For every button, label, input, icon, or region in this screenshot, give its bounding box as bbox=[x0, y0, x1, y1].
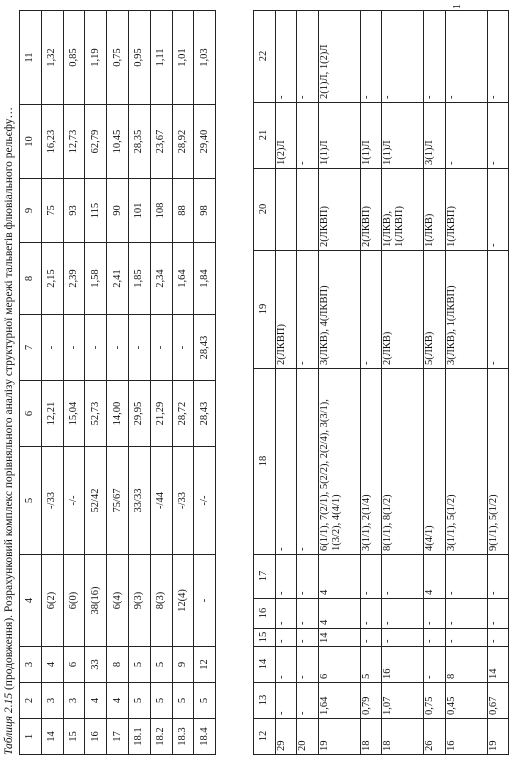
table-cell: 2(ЛКВ) bbox=[382, 251, 424, 369]
table-cell: - bbox=[382, 629, 424, 647]
table-cell: 4 bbox=[41, 647, 63, 683]
table-cell: 10,45 bbox=[107, 105, 129, 179]
table-cell: 12 bbox=[194, 647, 216, 683]
table-row bbox=[107, 11, 129, 755]
table-cell: 0,79 bbox=[360, 683, 382, 719]
table-cell: 8(3) bbox=[150, 555, 172, 647]
header-cell: 12 bbox=[254, 719, 276, 755]
table-cell: - bbox=[424, 599, 446, 629]
table-cell: 90 bbox=[107, 179, 129, 243]
table-cell: -/- bbox=[194, 447, 216, 555]
table-cell: 16 bbox=[445, 719, 487, 755]
table-cell: - bbox=[63, 315, 85, 381]
table-cell: - bbox=[487, 629, 509, 647]
table-cell: 9 bbox=[172, 647, 194, 683]
table-cell: 12(4) bbox=[172, 555, 194, 647]
table-cell: 8 bbox=[445, 647, 487, 683]
header-cell: 19 bbox=[254, 251, 276, 369]
table-cell: - bbox=[360, 599, 382, 629]
table-cell: 5 bbox=[150, 647, 172, 683]
table-cell: - bbox=[172, 315, 194, 381]
table-lower-body bbox=[254, 11, 509, 755]
table-cell: 20 bbox=[297, 719, 319, 755]
table-cell: - bbox=[150, 315, 172, 381]
table-cell: 19 bbox=[487, 719, 509, 755]
table-cell: 1(ЛКВ), 1(ЛКВП) bbox=[382, 169, 424, 251]
table-cell: 15 bbox=[63, 719, 85, 755]
table-cell: 26 bbox=[424, 719, 446, 755]
table-cell: 0,45 bbox=[445, 683, 487, 719]
table-cell: - bbox=[424, 11, 446, 103]
table-cell: 19 bbox=[318, 719, 360, 755]
table-row bbox=[487, 11, 509, 755]
table-cell: - bbox=[297, 369, 319, 555]
table-cell: 12,73 bbox=[63, 105, 85, 179]
table-cell: 4 bbox=[107, 683, 129, 719]
table-row bbox=[63, 11, 85, 755]
header-cell: 5 bbox=[20, 447, 42, 555]
table-row bbox=[360, 11, 382, 755]
table-cell: - bbox=[297, 251, 319, 369]
table-cell: 1,11 bbox=[150, 11, 172, 105]
table-cell: 14 bbox=[318, 629, 360, 647]
table-cell: 28,35 bbox=[128, 105, 150, 179]
table-cell: - bbox=[41, 315, 63, 381]
table-row bbox=[194, 11, 216, 755]
table-cell: -/33 bbox=[41, 447, 63, 555]
table-cell: 18 bbox=[360, 719, 382, 755]
table-cell: 9(3) bbox=[128, 555, 150, 647]
table-cell: 17 bbox=[107, 719, 129, 755]
header-cell: 2 bbox=[20, 683, 42, 719]
table-cell: 93 bbox=[63, 179, 85, 243]
header-cell: 21 bbox=[254, 103, 276, 169]
header-cell: 8 bbox=[20, 243, 42, 315]
table-cell: 3 bbox=[41, 683, 63, 719]
table-cell: 5 bbox=[194, 683, 216, 719]
table-cell: 1,84 bbox=[194, 243, 216, 315]
table-cell: 4 bbox=[424, 555, 446, 599]
table-cell: - bbox=[297, 647, 319, 683]
table-cell: 62,79 bbox=[85, 105, 107, 179]
table-cell: - bbox=[297, 555, 319, 599]
table-cell: 33/33 bbox=[128, 447, 150, 555]
table-cell: 88 bbox=[172, 179, 194, 243]
table-cell: - bbox=[275, 629, 297, 647]
table-cell: - bbox=[445, 555, 487, 599]
header-cell: 13 bbox=[254, 683, 276, 719]
table-cell: 1,01 bbox=[172, 11, 194, 105]
table-cell bbox=[297, 169, 319, 251]
table-cell: - bbox=[275, 11, 297, 103]
table-cell: 16 bbox=[85, 719, 107, 755]
table-cell: 1,32 bbox=[41, 11, 63, 105]
table-cell: 3(ЛКВ), 1(ЛКВП) bbox=[445, 251, 487, 369]
caption-label: Таблиця 2.15 bbox=[3, 692, 15, 755]
table-cell: - bbox=[275, 599, 297, 629]
table-cell: 5 bbox=[150, 683, 172, 719]
table-row bbox=[297, 11, 319, 755]
table-cell: - bbox=[487, 251, 509, 369]
table-cell: 2,15 bbox=[41, 243, 63, 315]
table-cell: 3(1/1), 2(1/4) bbox=[360, 369, 382, 555]
header-cell: 1 bbox=[20, 719, 42, 755]
table-cell: 18.2 bbox=[150, 719, 172, 755]
table-cell: 1,03 bbox=[194, 11, 216, 105]
header-cell: 22 bbox=[254, 11, 276, 103]
table-cell: 18 bbox=[382, 719, 424, 755]
header-cell: 10 bbox=[20, 105, 42, 179]
table-cell: - bbox=[360, 629, 382, 647]
table-row bbox=[382, 11, 424, 755]
table-cell: 14 bbox=[41, 719, 63, 755]
table-cell: 5 bbox=[128, 683, 150, 719]
table-cell: 3(1)Л bbox=[424, 103, 446, 169]
table-cell: 21,29 bbox=[150, 381, 172, 447]
table-cell: 0,85 bbox=[63, 11, 85, 105]
table-row bbox=[275, 11, 297, 755]
table-cell: 75 bbox=[41, 179, 63, 243]
table-cell: - bbox=[297, 11, 319, 103]
table-cell bbox=[275, 169, 297, 251]
table-row bbox=[318, 11, 360, 755]
table-cell: 108 bbox=[150, 179, 172, 243]
table-cell: 5 bbox=[360, 647, 382, 683]
table-cell: 1,85 bbox=[128, 243, 150, 315]
table-cell: 23,67 bbox=[150, 105, 172, 179]
header-cell: 17 bbox=[254, 555, 276, 599]
table-row bbox=[128, 11, 150, 755]
table-cell: 0,67 bbox=[487, 683, 509, 719]
table-cell: 0,95 bbox=[128, 11, 150, 105]
table-cell: 1,64 bbox=[172, 243, 194, 315]
table-cell: 2,34 bbox=[150, 243, 172, 315]
table-cell: - bbox=[487, 103, 509, 169]
table-cell: -/33 bbox=[172, 447, 194, 555]
table-row bbox=[85, 11, 107, 755]
header-row bbox=[20, 11, 42, 755]
header-cell: 18 bbox=[254, 369, 276, 555]
table-cell: 8 bbox=[107, 647, 129, 683]
table-cell: - bbox=[445, 629, 487, 647]
table-cell: - bbox=[85, 315, 107, 381]
table-cell: - bbox=[487, 11, 509, 103]
header-cell: 11 bbox=[20, 11, 42, 105]
table-cell: 1(2)Л bbox=[275, 103, 297, 169]
table-row bbox=[445, 11, 487, 755]
header-cell: 20 bbox=[254, 169, 276, 251]
table-cell: 52/42 bbox=[85, 447, 107, 555]
table-cell: 2(1)Л, 1(2)Л bbox=[318, 11, 360, 103]
table-cell: 98 bbox=[194, 179, 216, 243]
table-cell: 3(1/1), 5(1/2) bbox=[445, 369, 487, 555]
table-row bbox=[150, 11, 172, 755]
table-cell: - bbox=[194, 555, 216, 647]
table-upper-body bbox=[20, 11, 216, 755]
table-cell: 5 bbox=[128, 647, 150, 683]
table-cell: 115 bbox=[85, 179, 107, 243]
table-cell: 101 bbox=[128, 179, 150, 243]
table-cell: 1,58 bbox=[85, 243, 107, 315]
table-row bbox=[172, 11, 194, 755]
table-cell: - bbox=[360, 251, 382, 369]
table-cell: 18.3 bbox=[172, 719, 194, 755]
table-cell: - bbox=[424, 629, 446, 647]
table-cell: - bbox=[297, 629, 319, 647]
table-cell: 28,92 bbox=[172, 105, 194, 179]
table-cell: - bbox=[487, 169, 509, 251]
table-cell: 52,73 bbox=[85, 381, 107, 447]
table-cell: 1(ЛКВП) bbox=[445, 169, 487, 251]
header-cell: 14 bbox=[254, 647, 276, 683]
header-cell: 9 bbox=[20, 179, 42, 243]
table-cell: 29 bbox=[275, 719, 297, 755]
table-cell: - bbox=[445, 599, 487, 629]
table-cell: - bbox=[382, 11, 424, 103]
table-cell: 12,21 bbox=[41, 381, 63, 447]
table-cell: 75/67 bbox=[107, 447, 129, 555]
table-upper bbox=[19, 10, 216, 755]
page-number: 1 bbox=[452, 4, 463, 9]
table-cell: - bbox=[487, 599, 509, 629]
table-cell: 28,72 bbox=[172, 381, 194, 447]
table-cell: - bbox=[382, 599, 424, 629]
table-cell: 4 bbox=[85, 683, 107, 719]
header-cell: 3 bbox=[20, 647, 42, 683]
table-cell: - bbox=[445, 11, 487, 103]
table-cell: 5 bbox=[172, 683, 194, 719]
header-cell: 4 bbox=[20, 555, 42, 647]
table-cell: 1(ЛКВ) bbox=[424, 169, 446, 251]
table-cell: - bbox=[445, 103, 487, 169]
table-cell: 9(1/1), 5(1/2) bbox=[487, 369, 509, 555]
caption-text: (продовження). Розрахунковий комплекс порівняльного аналізу структурної мережі тальвегів флювіального рельєфу… bbox=[3, 107, 15, 693]
table-cell: 3(ЛКВ), 4(ЛКВП) bbox=[318, 251, 360, 369]
table-cell: 4 bbox=[318, 555, 360, 599]
table-cell: 3 bbox=[63, 683, 85, 719]
table-row bbox=[424, 11, 446, 755]
table-cell: - bbox=[107, 315, 129, 381]
table-cell: - bbox=[275, 647, 297, 683]
table-cell: -/44 bbox=[150, 447, 172, 555]
table-cell: - bbox=[297, 599, 319, 629]
header-row bbox=[254, 11, 276, 755]
table-cell: 2,41 bbox=[107, 243, 129, 315]
table-cell: 4 bbox=[318, 599, 360, 629]
table-row bbox=[41, 11, 63, 755]
table-cell: 2(ЛКВП) bbox=[275, 251, 297, 369]
table-cell: 5(ЛКВ) bbox=[424, 251, 446, 369]
table-cell: - bbox=[297, 683, 319, 719]
table-cell: 16,23 bbox=[41, 105, 63, 179]
table-cell: 14 bbox=[487, 647, 509, 683]
table-cell: 18.4 bbox=[194, 719, 216, 755]
header-cell: 15 bbox=[254, 629, 276, 647]
table-cell: 14,00 bbox=[107, 381, 129, 447]
table-cell: 0,75 bbox=[107, 11, 129, 105]
table-cell: - bbox=[424, 647, 446, 683]
table-cell: - bbox=[275, 555, 297, 599]
table-cell: -/- bbox=[63, 447, 85, 555]
table-cell: 6(0) bbox=[63, 555, 85, 647]
table-cell: - bbox=[360, 11, 382, 103]
table-cell: 33 bbox=[85, 647, 107, 683]
table-cell: 1(1)Л bbox=[360, 103, 382, 169]
table-cell: - bbox=[360, 555, 382, 599]
table-cell: 6 bbox=[318, 647, 360, 683]
table-cell: - bbox=[275, 369, 297, 555]
table-cell: 29,95 bbox=[128, 381, 150, 447]
table-cell: 2(ЛКВП) bbox=[360, 169, 382, 251]
table-cell: 28,43 bbox=[194, 315, 216, 381]
table-cell: 6(4) bbox=[107, 555, 129, 647]
table-cell: 1(1)Л bbox=[318, 103, 360, 169]
table-cell: 38(16) bbox=[85, 555, 107, 647]
header-cell: 7 bbox=[20, 315, 42, 381]
table-cell: - bbox=[382, 555, 424, 599]
table-cell: 0,75 bbox=[424, 683, 446, 719]
table-cell: - bbox=[128, 315, 150, 381]
table-cell: - bbox=[487, 555, 509, 599]
table-cell: 1(1)Л bbox=[382, 103, 424, 169]
table-cell: 28,43 bbox=[194, 381, 216, 447]
table-cell: 8(1/1), 8(1/2) bbox=[382, 369, 424, 555]
table-cell: 16 bbox=[382, 647, 424, 683]
table-cell: - bbox=[275, 683, 297, 719]
table-cell: 29,40 bbox=[194, 105, 216, 179]
table-cell: 2,39 bbox=[63, 243, 85, 315]
table-cell: 1,07 bbox=[382, 683, 424, 719]
table-cell: 6(2) bbox=[41, 555, 63, 647]
table-cell: 1,64 bbox=[318, 683, 360, 719]
table-cell: 15,04 bbox=[63, 381, 85, 447]
table-lower bbox=[253, 10, 509, 755]
table-cell: - bbox=[297, 103, 319, 169]
table-cell: 6 bbox=[63, 647, 85, 683]
table-caption bbox=[1, 15, 18, 755]
header-cell: 16 bbox=[254, 599, 276, 629]
table-cell: 4(4/1) bbox=[424, 369, 446, 555]
table-cell: 1,19 bbox=[85, 11, 107, 105]
table-cell: 18.1 bbox=[128, 719, 150, 755]
header-cell: 6 bbox=[20, 381, 42, 447]
table-cell: 6(1/1), 7(2/1), 5(2/2), 2(2/4), 3(3/1), 1(3/2), 4(4/1) bbox=[318, 369, 360, 555]
table-cell: 2(ЛКВП) bbox=[318, 169, 360, 251]
